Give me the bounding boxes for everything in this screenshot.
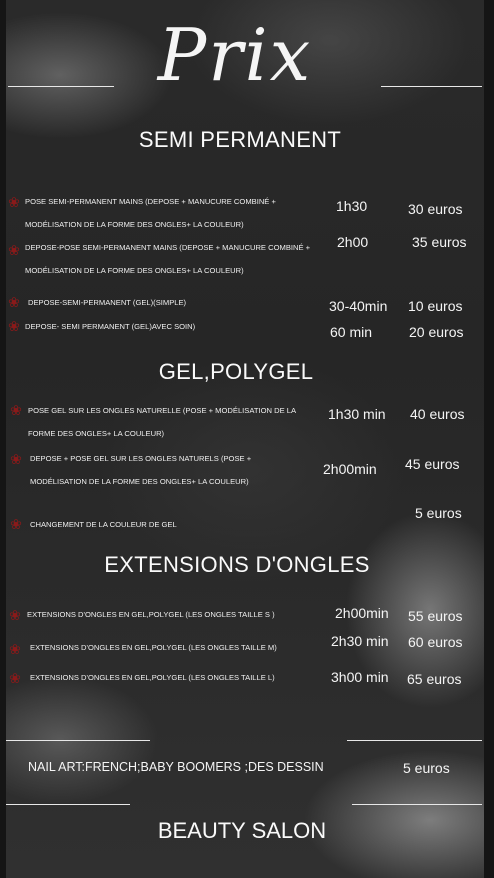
- service-price: 45 euros: [405, 456, 460, 472]
- divider-left-bottom: [6, 804, 130, 805]
- salon-name: BEAUTY SALON: [157, 818, 327, 843]
- service-description: DEPOSE- SEMI PERMANENT (GEL)AVEC SOIN): [25, 322, 196, 331]
- service-description: POSE GEL SUR LES ONGLES NATURELLE (POSE + MODÉLISATION DE LA FORME DES ONGLES+ LA COULEUR): [28, 406, 296, 438]
- flower-bullet-icon: ❀: [9, 670, 21, 686]
- service-duration: 1h30 min: [328, 406, 386, 422]
- nail-art-price: 5 euros: [403, 760, 450, 776]
- divider-right: [347, 740, 482, 741]
- section-heading-semi-permanent: SEMI PERMANENT: [138, 127, 342, 152]
- page-title: Prix: [157, 13, 313, 97]
- service-price: 10 euros: [408, 298, 463, 314]
- service-description: CHANGEMENT DE LA COULEUR DE GEL: [30, 520, 177, 529]
- divider-left: [6, 740, 150, 741]
- flower-bullet-icon: ❀: [8, 242, 20, 258]
- service-duration: 1h30: [336, 198, 368, 214]
- flower-bullet-icon: ❀: [8, 194, 20, 210]
- service-price: 30 euros: [408, 201, 463, 217]
- service-price: 65 euros: [407, 671, 462, 687]
- service-duration: 2h00: [337, 234, 369, 250]
- flower-bullet-icon: ❀: [10, 402, 22, 418]
- title-divider-right: [381, 86, 482, 87]
- flower-bullet-icon: ❀: [9, 641, 21, 657]
- section-heading-gel-polygel: GEL,POLYGEL: [158, 359, 314, 384]
- service-description: DEPOSE + POSE GEL SUR LES ONGLES NATURELS (POSE + MODÉLISATION DE LA FORME DES ONGLES+ LA COULEUR): [30, 454, 252, 486]
- service-duration: 3h00 min: [331, 669, 389, 685]
- service-price: 40 euros: [410, 406, 465, 422]
- flower-bullet-icon: ❀: [10, 451, 22, 467]
- service-description: EXTENSIONS D'ONGLES EN GEL,POLYGEL (LES ONGLES TAILLE M): [30, 643, 277, 652]
- service-description: DEPOSE-POSE SEMI-PERMANENT MAINS (DEPOSE + MANUCURE COMBINÉ + MODÉLISATION DE LA FORME DES ONGLES+ LA COULEUR): [25, 243, 311, 275]
- service-description: DEPOSE-SEMI-PERMANENT (GEL)(SIMPLE): [28, 298, 187, 307]
- title-divider-left: [8, 86, 114, 87]
- nail-art-label: NAIL ART:FRENCH;BABY BOOMERS ;DES DESSIN: [28, 760, 324, 774]
- service-duration: 2h30 min: [331, 633, 389, 649]
- service-duration: 60 min: [330, 324, 373, 340]
- flower-bullet-icon: ❀: [8, 318, 20, 334]
- divider-right-bottom: [352, 804, 482, 805]
- service-price: 20 euros: [409, 324, 464, 340]
- flower-bullet-icon: ❀: [8, 294, 20, 310]
- service-description: EXTENSIONS D'ONGLES EN GEL,POLYGEL (LES ONGLES TAILLE L): [30, 673, 275, 682]
- service-description: POSE SEMI-PERMANENT MAINS (DEPOSE + MANUCURE COMBINÉ + MODÉLISATION DE LA FORME DES ONGLES+ LA COULEUR): [25, 197, 276, 229]
- service-price: 55 euros: [408, 608, 463, 624]
- service-duration: 2h00min: [323, 461, 377, 477]
- flower-bullet-icon: ❀: [9, 607, 21, 623]
- service-price: 5 euros: [415, 505, 462, 521]
- service-description: EXTENSIONS D'ONGLES EN GEL,POLYGEL (LES ONGLES TAILLE S ): [27, 610, 275, 619]
- service-duration: 30-40min: [329, 298, 388, 314]
- flower-bullet-icon: ❀: [10, 516, 22, 532]
- service-price: 35 euros: [412, 234, 467, 250]
- service-duration: 2h00min: [335, 605, 389, 621]
- service-price: 60 euros: [408, 634, 463, 650]
- section-heading-extensions: EXTENSIONS D'ONGLES: [104, 552, 370, 577]
